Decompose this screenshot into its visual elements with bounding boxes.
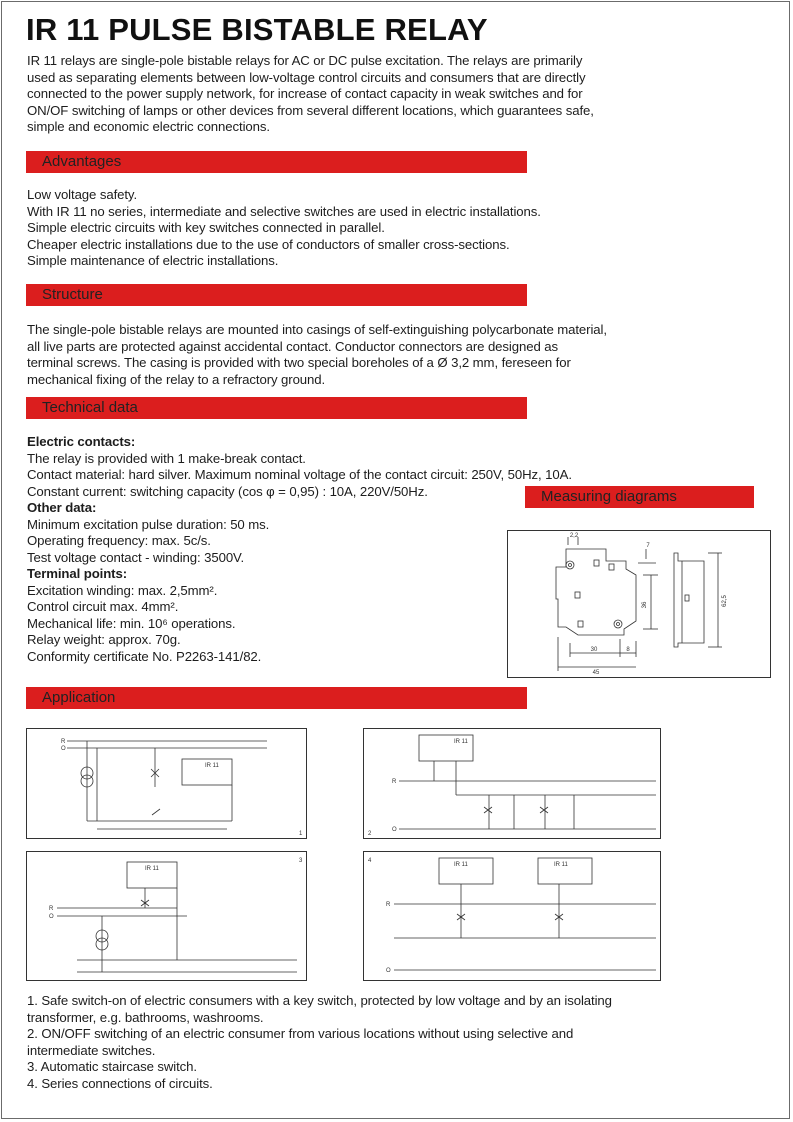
tech-line: Conformity certificate No. P2263-141/82. (27, 648, 262, 664)
advantages-list (27, 187, 541, 270)
tech-line: Mechanical life: min. 10⁶ operations. (27, 615, 236, 631)
relay-dimension-drawing (508, 531, 770, 677)
technical-text (27, 434, 572, 665)
dim-label: 8 (626, 647, 630, 653)
dim-label: 62,5 (722, 595, 728, 607)
measuring-diagram (507, 530, 771, 678)
intro-line: connected to the power supply network, for increase of contact capacity in weak switches and for (27, 86, 583, 101)
line-label: R (392, 779, 397, 785)
intro-text (27, 53, 594, 136)
relay-label: IR 11 (454, 739, 468, 745)
technical-heading: Technical data (26, 397, 527, 419)
caption-line: 3. Automatic staircase switch. (27, 1059, 197, 1074)
circuit-drawing (364, 729, 660, 838)
circuit-drawing (364, 852, 660, 980)
structure-line: The single-pole bistable relays are mounted into casings of self-extinguishing polycarbonate material, (27, 322, 607, 337)
application-diagram-1 (26, 728, 307, 839)
relay-label: IR 11 (145, 866, 159, 872)
line-label: R (386, 902, 391, 908)
measuring-heading: Measuring diagrams (525, 486, 754, 508)
dim-label: 7 (646, 543, 650, 549)
tech-line: The relay is provided with 1 make-break contact. (27, 450, 306, 466)
tech-line: Excitation winding: max. 2,5mm². (27, 582, 218, 598)
tech-line: Minimum excitation pulse duration: 50 ms. (27, 516, 270, 532)
tech-line: Test voltage contact - winding: 3500V. (27, 549, 245, 565)
caption-line: 1. Safe switch-on of electric consumers with a key switch, protected by low voltage and by an isolating (27, 993, 612, 1008)
advantage-item: Cheaper electric installations due to the use of conductors of smaller cross-sections. (27, 236, 510, 252)
caption-line: transformer, e.g. bathrooms, washrooms. (27, 1009, 264, 1025)
tech-line: Operating frequency: max. 5c/s. (27, 533, 211, 548)
intro-line: used as separating elements between low-voltage control circuits and consumers that are directly (27, 69, 586, 85)
structure-line: mechanical fixing of the relay to a refractory ground. (27, 371, 326, 387)
application-diagram-4 (363, 851, 661, 981)
intro-line: ON/OF switching of lamps or other devices from several different locations, which guarantees safe, (27, 102, 594, 118)
dim-label: 2,2 (569, 533, 579, 539)
circuit-drawing (27, 852, 306, 980)
line-label: O (61, 746, 66, 752)
structure-heading: Structure (26, 284, 527, 306)
diagram-number: 4 (368, 858, 372, 864)
line-label: O (386, 968, 391, 974)
circuit-drawing (27, 729, 306, 838)
terminal-points-heading: Terminal points: (27, 566, 127, 581)
advantage-item: Simple maintenance of electric installations. (27, 253, 279, 268)
application-diagram-2 (363, 728, 661, 839)
caption-line: 2. ON/OFF switching of an electric consumer from various locations without using selective and (27, 1026, 574, 1041)
line-label: R (61, 739, 66, 745)
relay-label: IR 11 (454, 862, 468, 868)
application-captions (27, 993, 612, 1092)
application-heading: Application (26, 687, 527, 709)
structure-line: all live parts are protected against accidental contact. Conductor connectors are designed as (27, 338, 558, 354)
electric-contacts-heading: Electric contacts: (27, 434, 136, 449)
caption-line: 4. Series connections of circuits. (27, 1075, 213, 1091)
intro-line: IR 11 relays are single-pole bistable relays for AC or DC pulse excitation. The relays are primarily (27, 53, 583, 68)
structure-line: terminal screws. The casing is provided with two special boreholes of a Ø 3,2 mm, fereseen for (27, 355, 571, 370)
tech-line: Control circuit max. 4mm². (27, 599, 179, 614)
dim-label: 36 (642, 601, 648, 609)
intro-line: simple and economic electric connections. (27, 119, 270, 134)
diagram-number: 2 (368, 831, 372, 837)
advantages-heading: Advantages (26, 151, 527, 173)
advantage-item: Simple electric circuits with key switches connected in parallel. (27, 220, 385, 235)
other-data-heading: Other data: (27, 500, 97, 515)
tech-line: Constant current: switching capacity (cos φ = 0,95) : 10A, 220V/50Hz. (27, 483, 428, 499)
tech-line: Relay weight: approx. 70g. (27, 632, 181, 647)
line-label: O (49, 914, 54, 920)
relay-label: IR 11 (554, 862, 568, 868)
structure-text (27, 322, 607, 388)
tech-line: Contact material: hard silver. Maximum nominal voltage of the contact circuit: 250V, 50Hz, 10A. (27, 467, 572, 482)
relay-label: IR 11 (205, 763, 219, 769)
page-title: IR 11 PULSE BISTABLE RELAY (26, 12, 488, 47)
diagram-number: 1 (299, 831, 303, 837)
dim-label: 30 (590, 647, 598, 653)
application-diagram-3 (26, 851, 307, 981)
advantage-item: With IR 11 no series, intermediate and selective switches are used in electric installations. (27, 203, 541, 219)
line-label: O (392, 827, 397, 833)
caption-line: intermediate switches. (27, 1042, 156, 1058)
dim-label: 45 (592, 670, 600, 676)
diagram-number: 3 (299, 858, 303, 864)
line-label: R (49, 906, 54, 912)
advantage-item: Low voltage safety. (27, 187, 138, 202)
